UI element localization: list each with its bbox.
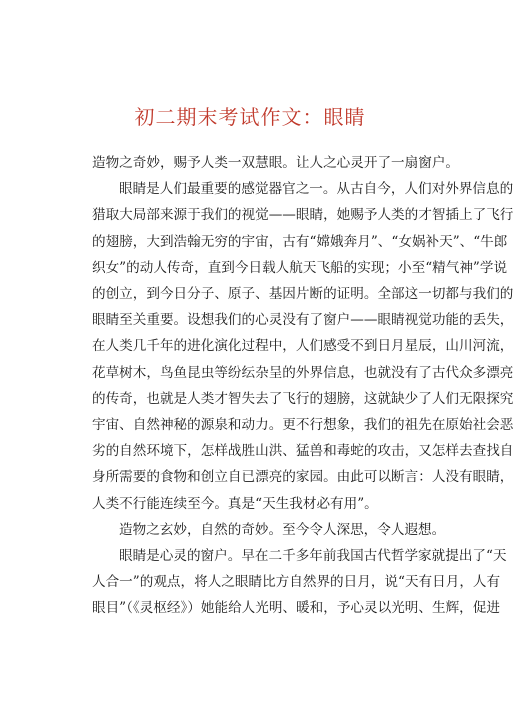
- text-line: 人合一”的观点，将人之眼睛比方自然界的日月，说“天有日月，人有: [92, 574, 501, 591]
- text-line: 人类不行能连续至今。真是“天生我材必有用”。: [92, 495, 378, 512]
- text-line: 造物之玄妙，自然的奇妙。至今令人深思，令人遐想。: [119, 521, 446, 538]
- text-line: 眼目”（《灵枢经》）她能给人光明、暖和，予心灵以光明、生辉，促进: [92, 600, 500, 617]
- text-line: 的传奇，也就是人类才智失去了飞行的翅膀，这就缺少了人们无限探究: [92, 390, 513, 407]
- text-line: 劣的自然环境下，怎样战胜山洪、猛兽和毒蛇的攻击，又怎样去查找自: [92, 443, 513, 460]
- document-title: 初二期末考试作文：眼睛: [134, 105, 366, 129]
- text-line: 造物之奇妙，赐予人类一双慧眼。让人之心灵开了一扇窗户。: [92, 155, 460, 171]
- text-line: 的翅膀，大到浩翰无穷的宇宙，古有“嫦娥奔月”、“女娲补天”、“牛郎: [92, 233, 508, 250]
- text-line: 猎取大局部来源于我们的视觉——眼睛，她赐予人类的才智插上了飞行: [92, 207, 513, 224]
- text-line: 眼睛是人们最重要的感觉器官之一。从古自今，人们对外界信息的: [119, 181, 513, 198]
- document-body: [92, 150, 513, 622]
- text-line: 的创立，到今日分子、原子、基因片断的证明。全部这一切都与我们的: [92, 286, 513, 303]
- text-line: 织女”的动人传奇，直到今日载人航天飞船的实现；小至“精气神”学说: [92, 259, 508, 276]
- text-line: 眼睛至关重要。设想我们的心灵没有了窗户——眼睛视觉功能的丢失，: [92, 312, 513, 329]
- text-line: 眼睛是心灵的窗户。早在二千多年前我国古代哲学家就提出了“天: [119, 548, 507, 565]
- text-line: 在人类几千年的进化演化过程中，人们感受不到日月星辰，山川河流，: [92, 338, 513, 355]
- text-line: 宇宙、自然神秘的源泉和动力。更不行想象，我们的祖先在原始社会恶: [92, 417, 513, 434]
- text-line: 花草树木，鸟鱼昆虫等纷纭杂呈的外界信息，也就没有了古代众多漂亮: [92, 364, 513, 381]
- text-line: 身所需要的食物和创立自已漂亮的家园。由此可以断言：人没有眼睛，: [92, 469, 513, 486]
